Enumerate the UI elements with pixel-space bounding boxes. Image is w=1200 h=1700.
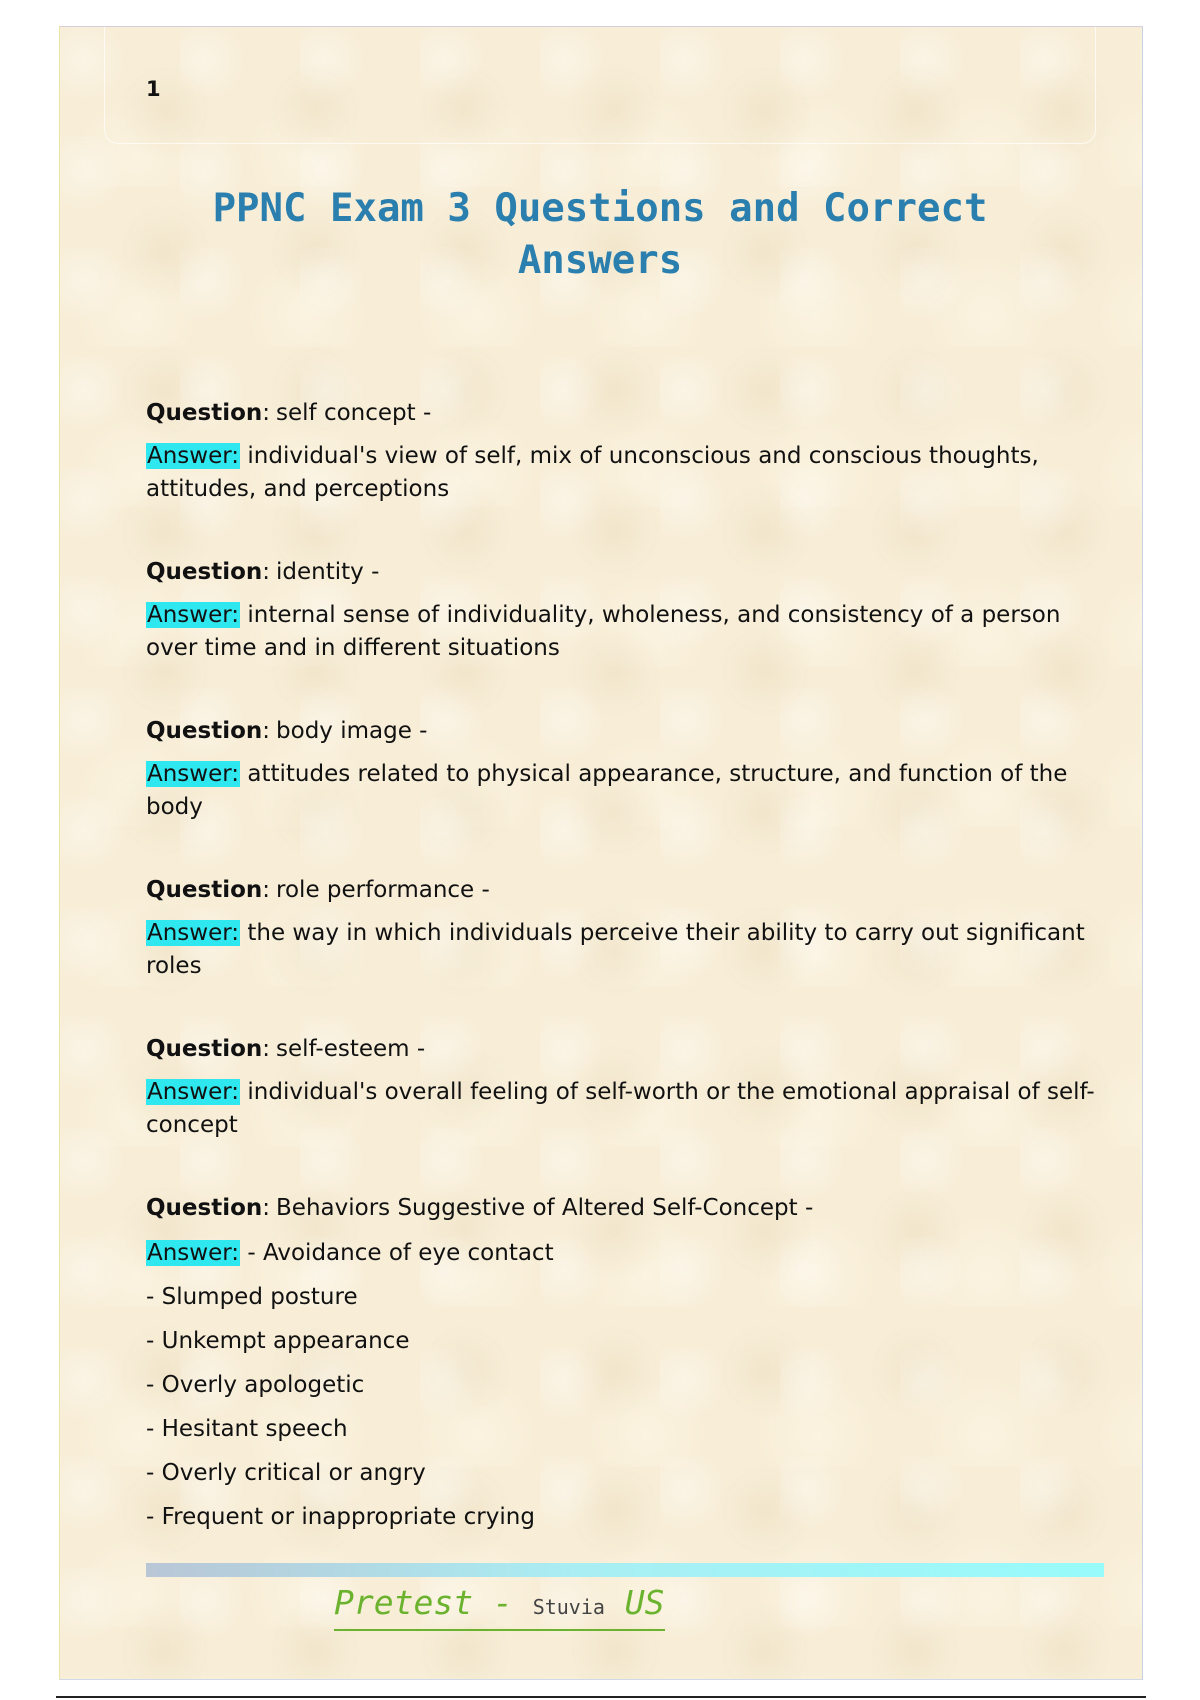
footer-us-text: US	[604, 1583, 665, 1622]
answer-line	[146, 917, 1106, 983]
question-text: body image -	[276, 718, 428, 744]
qa-item	[146, 1033, 1106, 1142]
question-label: Question	[146, 1195, 263, 1221]
page-header	[104, 27, 1096, 144]
answer-label: Answer:	[147, 602, 240, 628]
question-line: Question: self concept -	[146, 400, 432, 426]
answer-bullet: - Overly critical or angry	[146, 1460, 426, 1486]
answer-text: attitudes related to physical appearance, structure, and function of the body	[146, 761, 1068, 820]
answer-label: Answer:	[147, 920, 240, 946]
answer-label: Answer:	[147, 1079, 240, 1105]
qa-item	[146, 556, 1106, 665]
answer-text: individual's view of self, mix of unconscious and conscious thoughts, attitudes, and perceptions	[146, 443, 1039, 502]
answer-text: individual's overall feeling of self-worth or the emotional appraisal of self-concept	[146, 1079, 1095, 1138]
qa-item	[146, 874, 1106, 983]
question-text: self-esteem -	[276, 1036, 426, 1062]
qa-list	[146, 397, 1106, 1584]
question-text: self concept -	[276, 400, 432, 426]
answer-bullet: - Overly apologetic	[146, 1372, 365, 1398]
answer-bullet: - Hesitant speech	[146, 1416, 348, 1442]
question-line: Question: role performance -	[146, 877, 490, 903]
question-label: Question	[146, 400, 263, 426]
page-number: 1	[146, 77, 161, 101]
answer-line	[146, 599, 1106, 665]
qa-item	[146, 715, 1106, 824]
answer-bullet: - Slumped posture	[146, 1284, 358, 1310]
qa-item	[146, 397, 1106, 506]
question-text: role performance -	[276, 877, 490, 903]
question-label: Question	[146, 718, 263, 744]
footer-pretest-text: Pretest -	[334, 1583, 533, 1622]
qa-item	[146, 1192, 1106, 1534]
document-page	[59, 26, 1143, 1680]
page-title: PPNC Exam 3 Questions and Correct Answers	[212, 186, 988, 283]
answer-label: Answer:	[147, 443, 240, 469]
answer-text: - Avoidance of eye contact	[247, 1240, 554, 1266]
answer-text: the way in which individuals perceive their ability to carry out significant roles	[146, 920, 1085, 979]
question-line: Question: self-esteem -	[146, 1036, 426, 1062]
answer-line	[146, 440, 1106, 506]
question-line: Question: body image -	[146, 718, 428, 744]
question-text: identity -	[276, 559, 380, 585]
question-label: Question	[146, 877, 263, 903]
question-text: Behaviors Suggestive of Altered Self-Concept -	[276, 1195, 814, 1221]
footer-stuvia-text: Stuvia	[532, 1595, 605, 1619]
footer-divider-bar	[146, 1563, 1104, 1577]
footer-link[interactable]	[334, 1583, 665, 1631]
question-label: Question	[146, 1036, 263, 1062]
page-bottom-rule	[56, 1696, 1146, 1698]
answer-line	[146, 758, 1106, 824]
answer-text: internal sense of individuality, wholeness, and consistency of a person over time and in different situations	[146, 602, 1061, 661]
question-label: Question	[146, 559, 263, 585]
answer-label: Answer:	[147, 761, 240, 787]
answer-line	[146, 1237, 1106, 1270]
question-line: Question: Behaviors Suggestive of Altered Self-Concept -	[146, 1195, 814, 1221]
answer-bullet: - Unkempt appearance	[146, 1328, 410, 1354]
question-line: Question: identity -	[146, 559, 380, 585]
answer-label: Answer:	[147, 1240, 240, 1266]
answer-bullet: - Frequent or inappropriate crying	[146, 1504, 535, 1530]
answer-line	[146, 1076, 1106, 1142]
